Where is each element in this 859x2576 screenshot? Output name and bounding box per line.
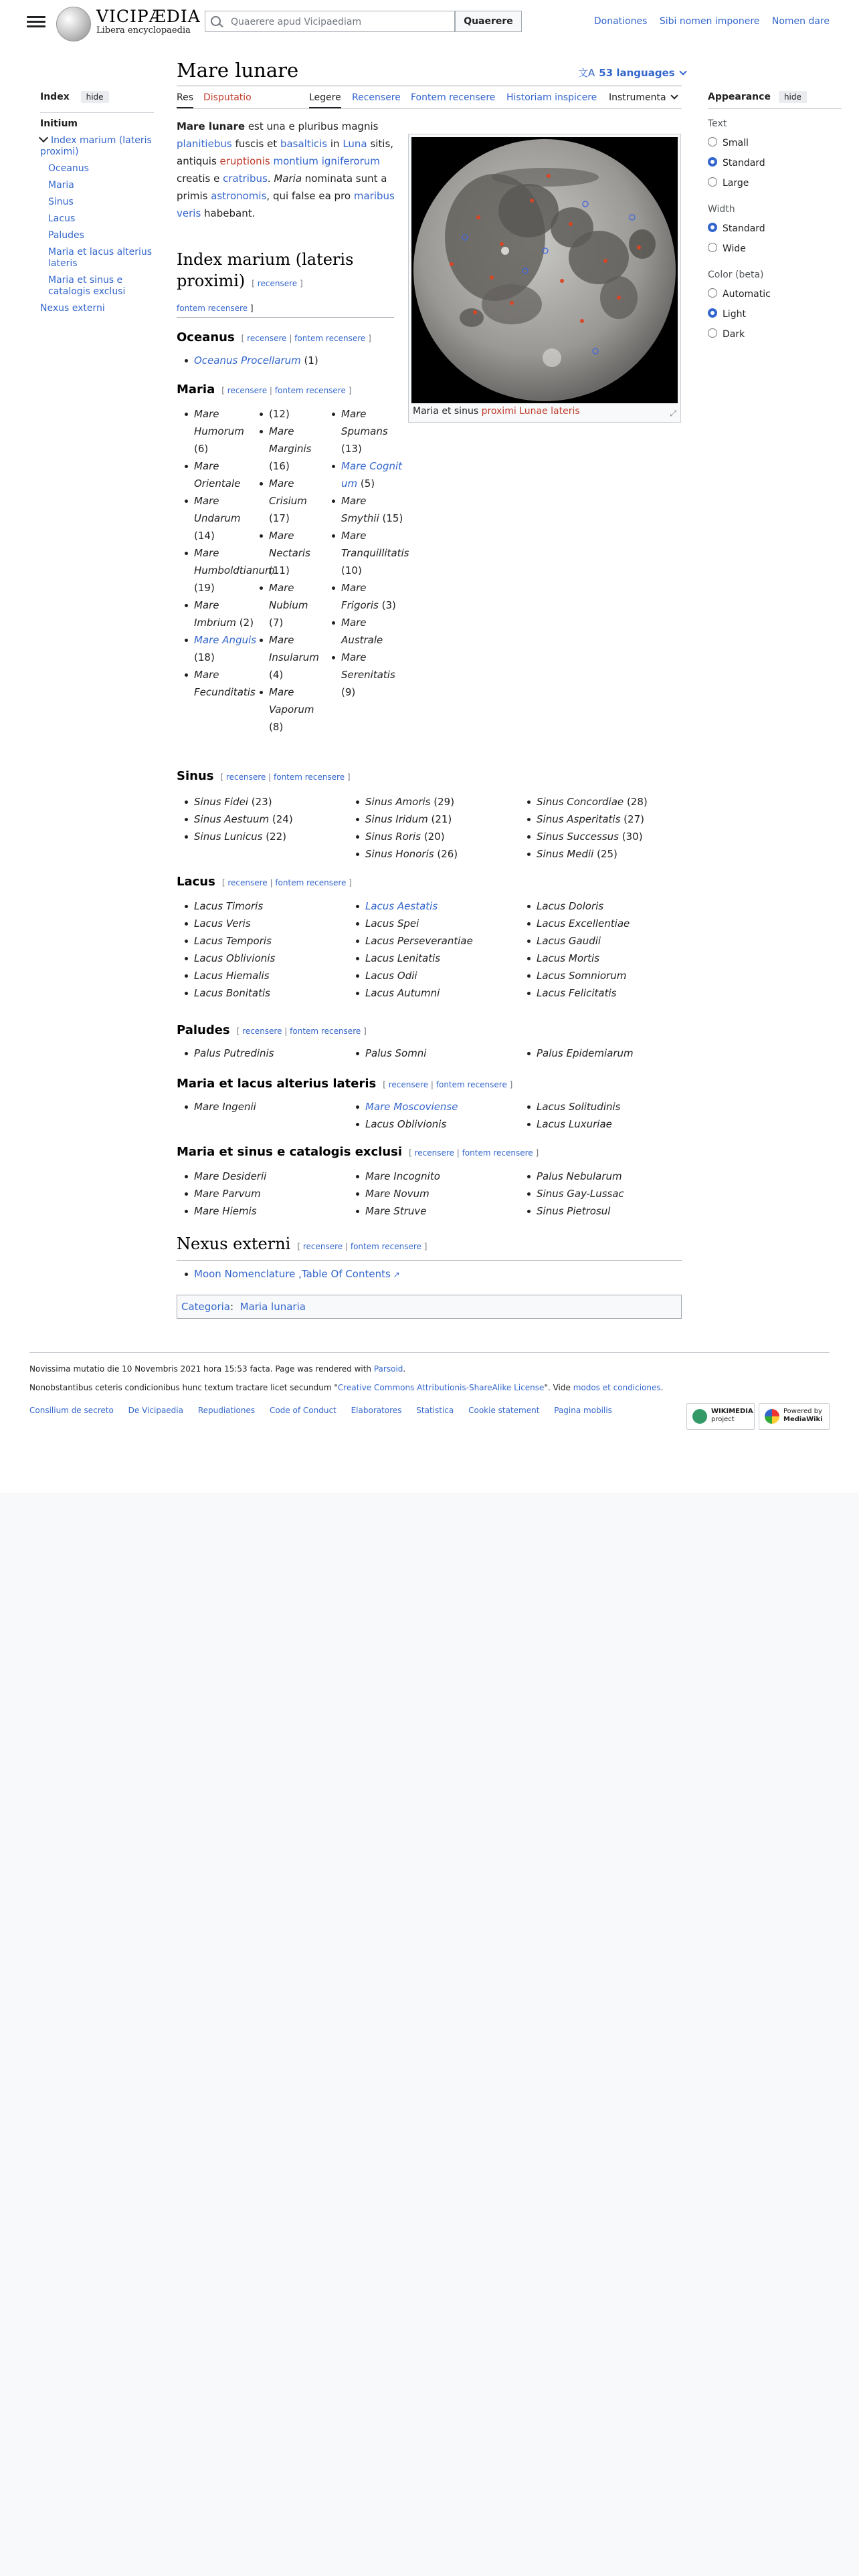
- link-mare-anguis[interactable]: Mare Anguis: [194, 634, 257, 646]
- appearance-hide-button[interactable]: hide: [779, 91, 807, 103]
- link-eruptionis[interactable]: eruptionis: [219, 155, 270, 167]
- list-item: Mare Nectaris (11): [258, 527, 325, 579]
- edit-link[interactable]: recensere: [227, 878, 268, 887]
- link-astronomis[interactable]: astronomis: [211, 190, 267, 202]
- footer-last-modified: Novissima mutatio die 10 Novembris 2021 hora 15:53 facta. Page was rendered with Parsoid.: [29, 1364, 406, 1374]
- chevron-down-icon[interactable]: [670, 92, 678, 99]
- link-basalticis[interactable]: basalticis: [280, 138, 328, 150]
- width-standard-radio[interactable]: Standard: [708, 223, 842, 235]
- category-label-link[interactable]: Categoria: [181, 1301, 231, 1313]
- toc-item-lacus: [48, 213, 154, 225]
- footer-link[interactable]: Consilium de secreto: [29, 1406, 114, 1415]
- tab-res[interactable]: Res: [177, 92, 193, 108]
- list-item: Mare Insularum (4): [258, 631, 325, 683]
- search-input[interactable]: [229, 11, 453, 33]
- wikipedia-globe-logo[interactable]: [56, 7, 91, 41]
- edit-links-2: fontem recensere ]: [177, 304, 254, 313]
- list-sinus-col1: [183, 793, 293, 845]
- magnify-icon[interactable]: ⤢: [670, 409, 676, 418]
- main-menu-icon[interactable]: [27, 13, 45, 29]
- toc-item-alterius: [48, 247, 154, 270]
- list-item: Lacus Mortis: [526, 950, 630, 967]
- list-item: Sinus Amoris (29): [355, 793, 458, 811]
- list-item: Mare Nubium (7): [258, 579, 325, 631]
- list-item: Sinus Concordiae (28): [526, 793, 648, 811]
- mediawiki-badge[interactable]: Powered by MediaWiki: [759, 1403, 830, 1430]
- link-igniferorum[interactable]: igniferorum: [321, 155, 380, 167]
- list-paludes-col1: [183, 1045, 274, 1062]
- list-item: Lacus Temporis: [183, 932, 275, 950]
- heading-maria: Maria [ recensere | fontem recensere ]: [177, 383, 352, 397]
- link-moon-nomenclature[interactable]: Moon Nomenclature ,Table Of Contents: [194, 1268, 391, 1280]
- list-sinus-col3: [526, 793, 648, 863]
- footer-links: [29, 1406, 624, 1415]
- chevron-down-icon[interactable]: [39, 133, 48, 142]
- list-item: Lacus Spei: [355, 915, 473, 932]
- search-button[interactable]: Quaerere: [455, 11, 522, 32]
- list-item: Mare Orientale: [183, 457, 258, 492]
- color-label: Color (beta): [708, 270, 764, 280]
- link-planitiebus[interactable]: planitiebus: [177, 138, 232, 150]
- list-item: Lacus Somniorum: [526, 967, 630, 984]
- color-light-radio[interactable]: Light: [708, 308, 842, 320]
- list-item: Lacus Bonitatis: [183, 984, 275, 1002]
- list-item: [355, 1098, 458, 1115]
- list-item: Lacus Timoris: [183, 897, 275, 915]
- list-item: Lacus Felicitatis: [526, 984, 630, 1002]
- footer-link[interactable]: Code of Conduct: [269, 1406, 337, 1415]
- list-item: Lacus Lenitatis: [355, 950, 473, 967]
- list-item: Oceanus Procellarum (1): [183, 352, 318, 369]
- footer-link[interactable]: Pagina mobilis: [554, 1406, 612, 1415]
- edit-link[interactable]: recensere: [247, 334, 287, 343]
- list-item: (12): [258, 405, 325, 423]
- list-item: Palus Somni: [355, 1045, 426, 1062]
- toc-item-initium[interactable]: Initium: [40, 118, 78, 129]
- list-lacus-col3: [526, 897, 630, 1002]
- edit-link[interactable]: recensere: [225, 772, 266, 782]
- edit-link[interactable]: recensere: [242, 1027, 282, 1036]
- list-item: Mare Undarum (14): [183, 492, 258, 544]
- search-box: [205, 11, 455, 32]
- list-item: Mare Cognitum (5): [330, 457, 404, 492]
- moon-image[interactable]: [411, 137, 678, 403]
- intro-paragraph: Mare lunare est una e pluribus magnis planitiebus fuscis et basalticis in Luna sitis, antiquis eruptionis montium igniferorum creatis e cratribus. Maria nominata sunt a primis astronomis, qui false ea pro maribus veris habebant.: [177, 120, 395, 219]
- list-item: Lacus Odii: [355, 967, 473, 984]
- list-item: Palus Putredinis: [183, 1045, 274, 1062]
- donate-link[interactable]: Donationes: [593, 16, 648, 27]
- edit-source-link[interactable]: fontem recensere: [436, 1080, 507, 1089]
- toc-item-sinus: [48, 197, 154, 208]
- list-item: Lacus Autumni: [355, 984, 473, 1002]
- text-standard-radio[interactable]: Standard: [708, 157, 842, 169]
- width-wide-radio[interactable]: Wide: [708, 243, 842, 255]
- list-maria-col1: [183, 405, 275, 701]
- list-item: Mare Novum: [355, 1185, 440, 1202]
- list-alterius-col1: [183, 1098, 256, 1115]
- language-button[interactable]: [578, 66, 686, 80]
- heading-alterius: Maria et lacus alterius lateris [ recensere | fontem recensere ]: [177, 1077, 513, 1091]
- toc-hide-button[interactable]: hide: [81, 91, 109, 103]
- tools-menu[interactable]: [609, 92, 677, 107]
- list-paludes-col3: [526, 1045, 634, 1062]
- edit-source-link[interactable]: fontem recensere: [290, 1027, 361, 1036]
- list-item: Mare Crisium (17): [258, 475, 325, 527]
- footer-link[interactable]: Cookie statement: [468, 1406, 540, 1415]
- color-dark-radio[interactable]: Dark: [708, 328, 842, 340]
- terms-link[interactable]: modos et condiciones: [573, 1383, 661, 1392]
- list-item: Mare Fecunditatis: [183, 666, 258, 701]
- edit-link[interactable]: recensere: [388, 1080, 429, 1089]
- list-maria-col2: [258, 405, 325, 736]
- list-item: Sinus Pietrosul: [526, 1202, 624, 1220]
- parsoid-link[interactable]: Parsoid: [373, 1364, 403, 1374]
- translate-icon: 文A: [578, 67, 595, 79]
- list-alterius-col3: [526, 1098, 621, 1133]
- list-item: Lacus Perseverantiae: [355, 932, 473, 950]
- list-item: Lacus Oblivionis: [183, 950, 275, 967]
- list-item: Mare Serenitatis (9): [330, 649, 404, 701]
- heading-oceanus: Oceanus [ recensere | fontem recensere ]: [177, 330, 371, 344]
- toc-item-paludes: [48, 230, 154, 241]
- edit-source-link[interactable]: fontem recensere: [177, 304, 248, 313]
- list-exclusi-col2: [355, 1168, 440, 1220]
- moon-figure: [408, 134, 681, 423]
- mediawiki-logo-icon: [765, 1409, 779, 1424]
- list-item: Mare Hiemis: [183, 1202, 266, 1220]
- tab-historiam[interactable]: Historiam inspicere: [506, 92, 597, 103]
- text-large-radio[interactable]: Large: [708, 177, 842, 189]
- edit-source-link[interactable]: fontem recensere: [350, 1242, 421, 1251]
- list-item: Lacus Doloris: [526, 897, 630, 915]
- list-item: Sinus Lunicus (22): [183, 828, 293, 845]
- list-exclusi-col1: [183, 1168, 266, 1220]
- footer-link[interactable]: Statistica: [416, 1406, 454, 1415]
- list-item: Sinus Gay-Lussac: [526, 1185, 624, 1202]
- list-item: Sinus Successus (30): [526, 828, 648, 845]
- text-small-radio[interactable]: Small: [708, 137, 842, 149]
- search-icon: [211, 16, 221, 26]
- list-item: Lacus Excellentiae: [526, 915, 630, 932]
- list-item: Lacus Luxuriae: [526, 1115, 621, 1133]
- tab-fontem-recensere[interactable]: Fontem recensere: [411, 92, 496, 103]
- text-size-label: Text: [708, 118, 727, 129]
- list-item: Mare Australe: [330, 614, 404, 649]
- table-of-contents: [40, 91, 154, 314]
- toc-item-sinus-label[interactable]: Sinus: [48, 197, 74, 207]
- list-item: Sinus Roris (20): [355, 828, 458, 845]
- edit-source-link[interactable]: fontem recensere: [294, 334, 366, 343]
- caption-link[interactable]: proximi Lunae lateris: [481, 406, 580, 417]
- toc-item-index[interactable]: [40, 135, 154, 158]
- footer-license: Nonobstantibus ceteris condicionibus hunc textum tractare licet secundum "Creative Commons Attributionis-ShareAlike License". Vide modos et condiciones.: [29, 1383, 664, 1392]
- list-item: Lacus Solitudinis: [526, 1098, 621, 1115]
- toc-item-exclusi-label[interactable]: Maria et sinus e catalogis exclusi: [48, 275, 126, 297]
- list-lacus-col1: [183, 897, 275, 1002]
- language-count[interactable]: 53 languages: [599, 67, 675, 79]
- wikimedia-badge[interactable]: WIKIMEDIA project: [686, 1403, 755, 1430]
- list-item: Sinus Iridum (21): [355, 811, 458, 828]
- link-luna[interactable]: Luna: [343, 138, 367, 150]
- toc-title: Index: [40, 92, 70, 102]
- list-item: Lacus Hiemalis: [183, 967, 275, 984]
- list-paludes-col2: [355, 1045, 426, 1062]
- heading-lacus: Lacus [ recensere | fontem recensere ]: [177, 875, 352, 889]
- list-item: Mare Vaporum (8): [258, 683, 325, 736]
- list-alterius-col2: [355, 1098, 458, 1133]
- list-item: Sinus Asperitatis (27): [526, 811, 648, 828]
- link-oceanus-procellarum[interactable]: Oceanus Procellarum: [194, 354, 301, 366]
- heading-exclusi: Maria et sinus e catalogis exclusi [ recensere | fontem recensere ]: [177, 1145, 539, 1159]
- toc-item-index-label[interactable]: Index marium (lateris proximi): [40, 135, 152, 157]
- list-maria-col3: [330, 405, 409, 701]
- width-label: Width: [708, 204, 735, 215]
- list-item: Sinus Honoris (26): [355, 845, 458, 863]
- link-lacus-aestatis[interactable]: Lacus Aestatis: [365, 900, 438, 912]
- edit-links: [ recensere ]: [252, 279, 303, 288]
- toc-item-oceanus: [48, 163, 154, 175]
- list-item: Mare Tranquillitatis (10): [330, 527, 404, 579]
- external-link-icon: ↗: [390, 1270, 400, 1279]
- appearance-panel: [708, 91, 842, 340]
- personal-tools: [585, 16, 830, 27]
- create-account-link[interactable]: Sibi nomen imponere: [659, 16, 760, 27]
- list-item: Mare Humboldtianum (19): [183, 544, 258, 597]
- link-maribus-veris[interactable]: maribus veris: [177, 190, 395, 219]
- list-item: Mare Spumans (13): [330, 405, 404, 457]
- toc-item-exclusi: [48, 275, 154, 298]
- list-item: Sinus Medii (25): [526, 845, 648, 863]
- toc-item-nexus: [40, 303, 154, 314]
- edit-source-link[interactable]: fontem recensere: [462, 1148, 533, 1158]
- list-exclusi-col3: [526, 1168, 624, 1220]
- toc-item-nexus-label[interactable]: Nexus externi: [40, 303, 105, 314]
- category-box: Categoria: Maria lunaria: [177, 1295, 682, 1319]
- edit-link[interactable]: recensere: [302, 1242, 343, 1251]
- edit-link[interactable]: recensere: [257, 279, 298, 288]
- tab-legere[interactable]: Legere: [309, 92, 341, 108]
- heading-nexus: Nexus externi [ recensere | fontem recensere ]: [177, 1235, 427, 1253]
- toc-item-oceanus-label[interactable]: Oceanus: [48, 163, 89, 174]
- page-title: Mare lunare: [177, 59, 299, 82]
- list-item: Mare Struve: [355, 1202, 440, 1220]
- edit-link[interactable]: recensere: [414, 1148, 454, 1158]
- category-link[interactable]: Maria lunaria: [240, 1301, 306, 1313]
- footer-link[interactable]: De Vicipaedia: [128, 1406, 183, 1415]
- edit-source-link[interactable]: fontem recensere: [273, 772, 345, 782]
- link-montium[interactable]: montium: [273, 155, 318, 167]
- toc-header: [40, 91, 154, 103]
- footer-link[interactable]: Repudiationes: [197, 1406, 256, 1415]
- toc-item-maria-label[interactable]: Maria: [48, 180, 74, 191]
- list-item: Mare Smythii (15): [330, 492, 404, 527]
- list-item: Lacus Veris: [183, 915, 275, 932]
- chevron-down-icon[interactable]: [679, 68, 686, 75]
- tab-disputatio[interactable]: Disputatio: [203, 92, 252, 103]
- login-link[interactable]: Nomen dare: [771, 16, 830, 27]
- heading-paludes: Paludes [ recensere | fontem recensere ]: [177, 1023, 367, 1037]
- list-item: Palus Nebularum: [526, 1168, 624, 1185]
- appearance-header: Appearance hide: [708, 91, 842, 109]
- list-sinus-col2: [355, 793, 458, 863]
- link-mare-cognitum[interactable]: Mare Cognitum: [341, 460, 403, 490]
- toc-item-maria: [48, 180, 154, 191]
- toc-item-lacus-label[interactable]: Lacus: [48, 213, 76, 224]
- link-cratribus[interactable]: cratribus: [223, 173, 268, 185]
- list-item: Lacus Oblivionis: [355, 1115, 458, 1133]
- color-automatic-radio[interactable]: Automatic: [708, 288, 842, 300]
- list-item: Sinus Aestuum (24): [183, 811, 293, 828]
- list-item: Mare Anguis (18): [183, 631, 258, 666]
- list-item: Mare Desiderii: [183, 1168, 266, 1185]
- list-oceanus: [183, 352, 318, 369]
- edit-link[interactable]: recensere: [227, 386, 268, 395]
- edit-source-link[interactable]: fontem recensere: [275, 878, 347, 887]
- wikimedia-logo-icon: [692, 1409, 707, 1424]
- toc-item-paludes-label[interactable]: Paludes: [48, 230, 84, 241]
- link-mare-moscoviense[interactable]: Mare Moscoviense: [365, 1101, 458, 1113]
- list-item: Mare Humorum (6): [183, 405, 258, 457]
- list-item: Mare Ingenii: [183, 1098, 256, 1115]
- heading-index-marium: Index marium (lateris proximi) [ recensere ]: [177, 250, 354, 290]
- tagline: Libera encyclopaedia: [96, 25, 191, 35]
- tools-label[interactable]: Instrumenta: [609, 92, 666, 103]
- list-item: Mare Frigoris (3): [330, 579, 404, 614]
- figure-caption: Maria et sinus proximi Lunae lateris: [413, 406, 580, 417]
- toc-item-alterius-label[interactable]: Maria et lacus alterius lateris: [48, 247, 153, 269]
- list-item: [183, 1265, 400, 1283]
- list-item: Palus Epidemiarum: [526, 1045, 634, 1062]
- footer-link[interactable]: Elaboratores: [351, 1406, 402, 1415]
- list-item: Mare Parvum: [183, 1185, 266, 1202]
- list-item: Mare Imbrium (2): [183, 597, 258, 631]
- list-item: Mare Marginis (16): [258, 423, 325, 475]
- license-link[interactable]: Creative Commons Attributionis-ShareAlike License: [337, 1383, 545, 1392]
- wordmark[interactable]: VICIPÆDIA: [96, 7, 201, 26]
- list-nexus: [183, 1265, 400, 1283]
- list-item: Lacus Gaudii: [526, 932, 630, 950]
- list-item: [355, 897, 473, 915]
- list-item: Sinus Fidei (23): [183, 793, 293, 811]
- intro-bold: Mare lunare: [177, 120, 246, 132]
- list-item: Mare Incognito: [355, 1168, 440, 1185]
- tab-recensere[interactable]: Recensere: [352, 92, 401, 103]
- list-lacus-col2: [355, 897, 473, 1002]
- edit-source-link[interactable]: fontem recensere: [274, 386, 346, 395]
- heading-sinus: Sinus [ recensere | fontem recensere ]: [177, 769, 351, 783]
